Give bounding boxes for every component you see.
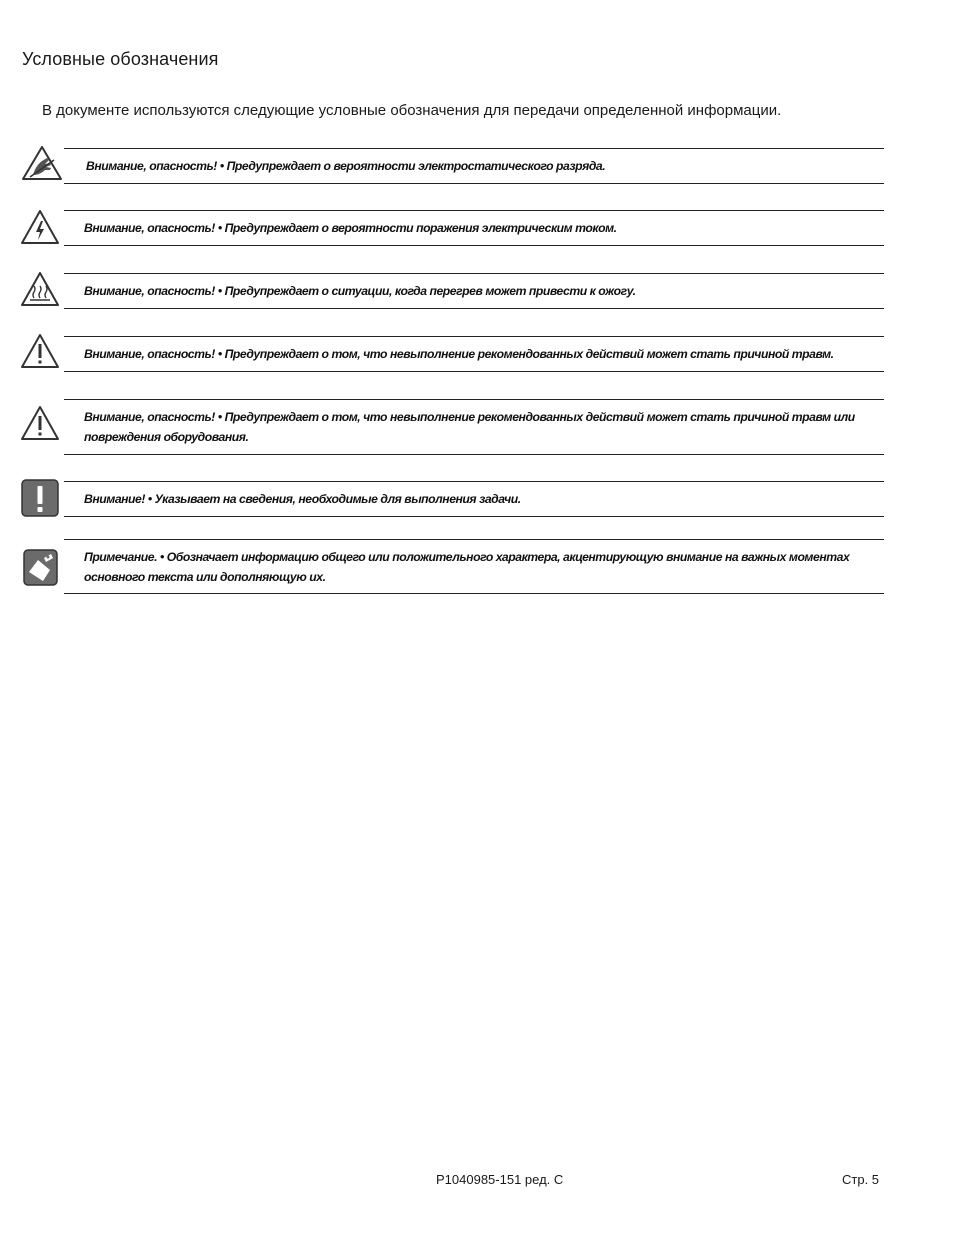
electric-shock-warning-icon [20, 208, 64, 248]
note-icon [20, 548, 64, 588]
document-number: P1040985-151 ред. C [436, 1172, 564, 1187]
notice-note [64, 539, 884, 594]
notice-esd [64, 148, 884, 184]
notice-text: Примечание. • Обозначает информацию общего или положительного характера, акцентирующую внимание на важных моментах основного текста или дополняющую их. [84, 550, 850, 584]
notice-injury-warning [64, 336, 884, 372]
notice-hot-surface [64, 273, 884, 309]
notice-text: Внимание, опасность! • Предупреждает о ситуации, когда перегрев может привести к ожогу. [84, 284, 636, 298]
notice-text: Внимание! • Указывает на сведения, необходимые для выполнения задачи. [84, 492, 521, 506]
notice-attention [64, 481, 884, 517]
notice-text: Внимание, опасность! • Предупреждает о вероятности поражения электрическим током. [84, 221, 617, 235]
general-warning-icon [20, 332, 64, 372]
esd-warning-icon [20, 144, 64, 184]
notice-text: Внимание, опасность! • Предупреждает о вероятности электростатического разряда. [86, 159, 606, 173]
notice-injury-equipment-warning [64, 399, 884, 455]
intro-paragraph: В документе используются следующие условные обозначения для передачи определенной информации. [42, 102, 782, 119]
notice-electric-shock [64, 210, 884, 246]
page-number: Стр. 5 [842, 1172, 880, 1187]
notice-text: Внимание, опасность! • Предупреждает о том, что невыполнение рекомендованных действий может стать причиной травм или повреждения оборудования. [84, 410, 855, 444]
attention-exclamation-icon [20, 478, 64, 518]
general-warning-icon [20, 404, 64, 444]
page-title: Условные обозначения [22, 49, 219, 69]
notice-text: Внимание, опасность! • Предупреждает о том, что невыполнение рекомендованных действий может стать причиной травм. [84, 347, 834, 361]
hot-surface-warning-icon [20, 270, 64, 310]
